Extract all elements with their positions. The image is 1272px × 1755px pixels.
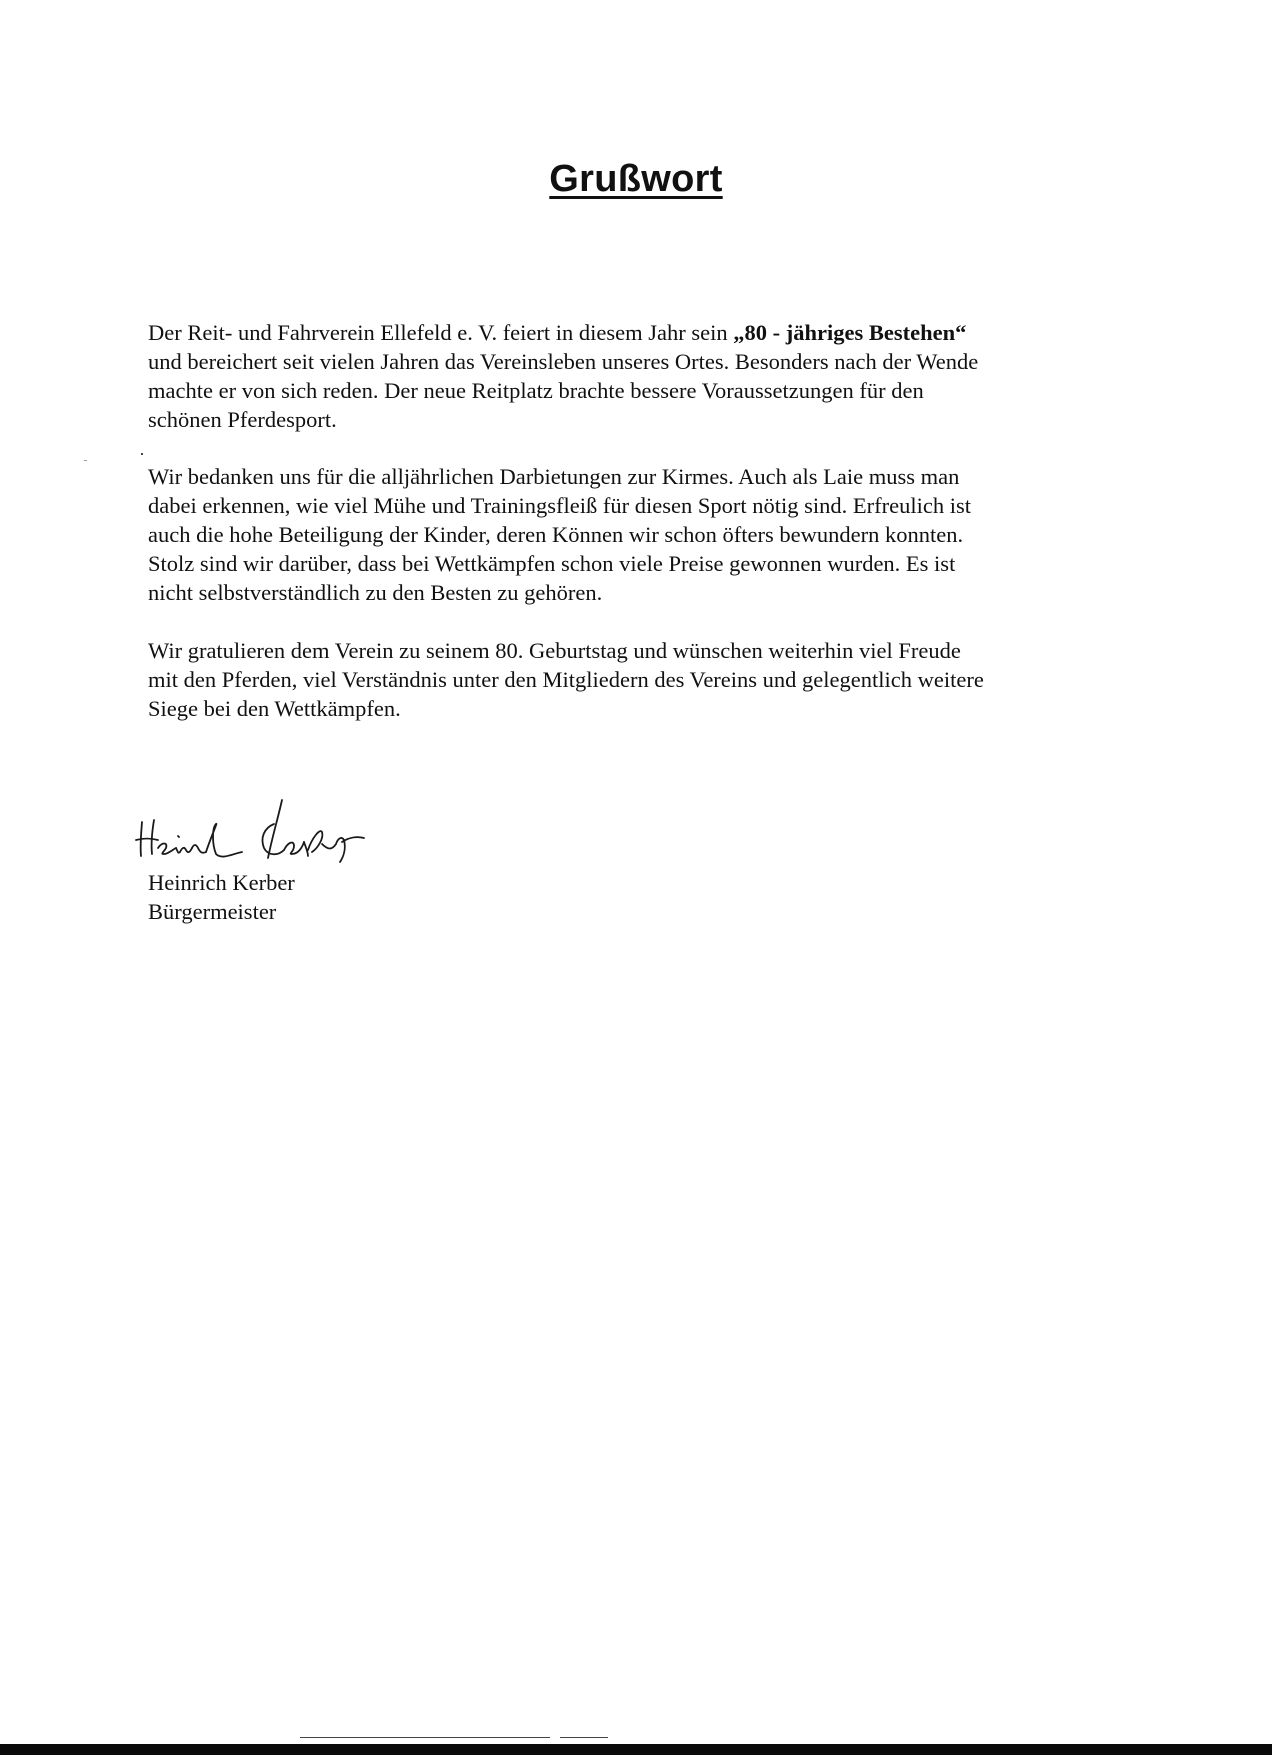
anniversary-highlight: „80 - jähriges Bestehen“: [733, 320, 967, 345]
handwritten-signature: [132, 794, 372, 864]
paragraph-thanks: [148, 462, 1148, 607]
scan-bottom-edge: [0, 1744, 1272, 1755]
page-title: Grußwort: [549, 158, 723, 200]
scan-edge-line: [300, 1737, 550, 1738]
scan-speck: [84, 460, 87, 461]
paragraph-line: nicht selbstverständlich zu den Besten zu gehören.: [148, 580, 603, 605]
paragraph-line: [148, 318, 1148, 347]
line-text: Der Reit- und Fahrverein Ellefeld e. V. feiert in diesem Jahr sein: [148, 320, 734, 345]
signer-role: Bürgermeister: [148, 899, 277, 924]
signer-block: [148, 868, 295, 926]
paragraph-line: Wir gratulieren dem Verein zu seinem 80. Geburtstag und wünschen weiterhin viel Freude: [148, 638, 961, 663]
paragraph-line: dabei erkennen, wie viel Mühe und Trainingsfleiß für diesen Sport nötig sind. Erfreulich ist: [148, 493, 971, 518]
scan-edge-line: [560, 1737, 608, 1738]
paragraph-line: Wir bedanken uns für die alljährlichen Darbietungen zur Kirmes. Auch als Laie muss man: [148, 464, 960, 489]
paragraph-congratulations: [148, 636, 1148, 723]
paragraph-line: Siege bei den Wettkämpfen.: [148, 696, 401, 721]
paragraph-line: Stolz sind wir darüber, dass bei Wettkämpfen schon viele Preise gewonnen wurden. Es ist: [148, 551, 956, 576]
paragraph-line: auch die hohe Beteiligung der Kinder, deren Können wir schon öfters bewundern konnten.: [148, 522, 964, 547]
paragraph-line: und bereichert seit vielen Jahren das Vereinsleben unseres Ortes. Besonders nach der Wende: [148, 349, 979, 374]
paragraph-line: schönen Pferdesport.: [148, 407, 337, 432]
paragraph-anniversary: [148, 318, 1148, 434]
signer-name: Heinrich Kerber: [148, 870, 295, 895]
paragraph-line: mit den Pferden, viel Verständnis unter den Mitgliedern des Vereins und gelegentlich weitere: [148, 667, 984, 692]
scan-speck: [141, 453, 143, 455]
paragraph-line: machte er von sich reden. Der neue Reitplatz brachte bessere Voraussetzungen für den: [148, 378, 924, 403]
